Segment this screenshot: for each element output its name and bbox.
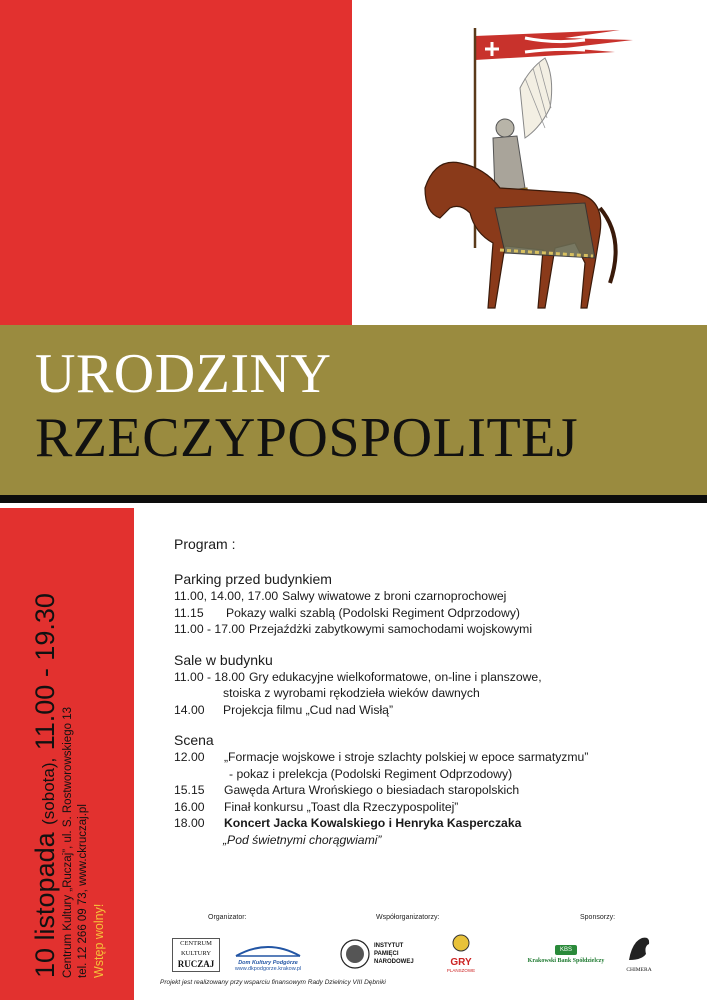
program-row: 11.00 - 17.00 Przejaźdżki zabytkowymi samochodami wojskowymi [174, 622, 533, 636]
program-row: 11.00, 14.00, 17.00 Salwy wiwatowe z broni czarnoprochowej [174, 589, 507, 603]
event-info-vertical [30, 558, 107, 978]
event-venue: Centrum Kultury „Ruczaj”, ul. S. Rostworowskiego 13 [62, 707, 74, 978]
program-row-cont: „Pod świetnymi chorągwiami” [223, 832, 382, 847]
eagle-emblem-icon [340, 939, 370, 969]
program-row: 12.00 „Formacje wojskowe i stroje szlachty polskiej w epoce sarmatyzmu” [174, 750, 589, 764]
kbs-badge: KBS [555, 945, 577, 955]
griffin-icon [624, 934, 654, 962]
program-row: 11.00 - 18.00 Gry edukacyjne wielkoformatowe, on-line i planszowe, [174, 669, 542, 684]
program-row: 11.15 Pokazy walki szablą (Podolski Regiment Odprzodowy) [174, 605, 520, 620]
free-entry: Wstęp wolny! [92, 903, 106, 978]
hussar-wings [520, 58, 552, 138]
section-title: Parking przed budynkiem [174, 571, 332, 587]
dk-podgorze-logo: Dom Kultury Podgórze www.dkpodgorze.krakow.pl [234, 942, 302, 972]
event-date: 10 listopada [30, 832, 60, 978]
program-row-cont: stoiska z wyrobami rękodzieła wieków dawnych [223, 686, 480, 700]
red-top-panel [0, 0, 352, 325]
program-row: 18.00 Koncert Jacka Kowalskiego i Henryka Kasperczaka [174, 816, 522, 830]
ipn-logo: INSTYTUT PAMIĘCI NARODOWEJ [340, 936, 420, 972]
section-title: Sale w budynku [174, 651, 273, 668]
gry-planszowe-logo: GRY PLANSZOWE [446, 934, 476, 974]
bridge-icon [234, 942, 302, 958]
title-line2: RZECZYPOSPOLITEJ [35, 407, 579, 469]
program-row-cont: - pokaz i prelekcja (Podolski Regiment Odprzodowy) [229, 766, 513, 781]
title-line1: URODZINY [35, 343, 332, 405]
event-hours: 11.00 - 19.30 [30, 593, 60, 751]
event-day: (sobota), [39, 757, 58, 825]
kbs-logo: KBS Krakowski Bank Spółdzielczy [527, 947, 605, 964]
hussar-illustration [405, 18, 635, 318]
footer-note: Projekt jest realizowany przy wsparciu finansowym Rady Dzielnicy VIII Dębniki [160, 979, 386, 986]
section-title: Scena [174, 732, 214, 748]
event-contact: tel. 12 266 09 73, www.ckruczaj.pl [77, 804, 89, 978]
coorganizers-label: Współorganizatorzy: [376, 914, 440, 921]
horse-tail [600, 208, 616, 283]
chimera-logo: CHIMERA [622, 934, 656, 974]
program-heading: Program : [174, 536, 236, 552]
organizer-label: Organizator: [208, 914, 247, 921]
program [174, 536, 694, 848]
helmet [496, 119, 514, 137]
program-row: 16.00 Finał konkursu „Toast dla Rzeczypospolitej” [174, 799, 459, 814]
sponsor-logos [0, 934, 707, 976]
sponsors-label: Sponsorzy: [580, 914, 616, 921]
figure-icon [446, 934, 476, 952]
program-row: 14.00 Projekcja filmu „Cud nad Wisłą” [174, 702, 394, 717]
ck-ruczaj-logo: CENTRUM KULTURY RUCZAJ [172, 938, 220, 972]
program-row: 15.15 Gawęda Artura Wrońskiego o biesiadach staropolskich [174, 783, 520, 797]
event-title [35, 343, 579, 469]
